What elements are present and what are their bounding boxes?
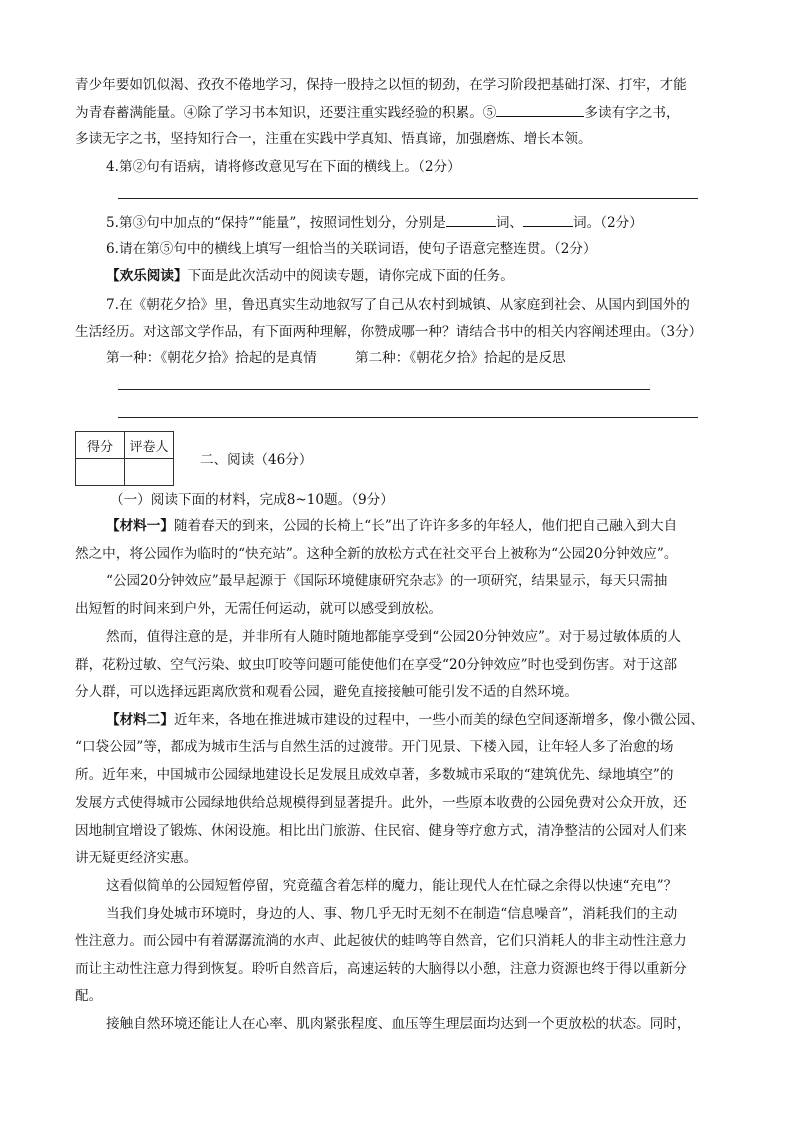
score-table [75,431,174,486]
material2-p3-line-1: 当我们身处城市环境时，身边的人、事、物几乎无时无刻不在制造“信息噪音”，消耗我们的主动 [106,906,678,922]
material1-line-2: 然之中，将公园作为临时的“快充站”。这种全新的放松方式在社交平台上被称为“公园20分钟效应”。 [75,546,678,562]
q7-options [106,348,317,368]
joy-reading [106,266,514,286]
material2-line-4: 发展方式使得城市公园绿地供给总规模得到显著提升。此外，一些原本收费的公园免费对公众开放，还 [75,795,687,811]
q7-answer-line-1[interactable] [118,389,650,390]
grader-header: 评卷人 [125,432,174,459]
joy-reading-label: 【欢乐阅读】 [106,268,188,284]
material2-p3-line-2: 性注意力。而公园中有着潺潺流淌的水声、此起彼伏的蛙鸣等自然音，它们只消耗人的非主动性注意力 [75,933,687,949]
material2-p3-line-3: 而让主动性注意力得到恢复。聆听自然音后，高速运转的大脑得以小憩，注意力资源也终于得以重新分 [75,961,687,977]
intro-line-2 [75,102,680,123]
subsection-heading: （一）阅读下面的材料，完成8~10题。（9分） [110,492,394,508]
intro-line-2-post: 多读有字之书， [584,105,680,121]
material2-line-6: 讲无疑更经济实惠。 [75,850,198,866]
q7-line-2: 生活经历。对这部文学作品，有下面两种理解，你赞成哪一种？请结合书中的相关内容阐述理由。（3分） [75,324,703,340]
material1-text: 随着春天的到来，公园的长椅上“长”出了许许多多的年轻人，他们把自己融入到大自 [173,518,678,534]
material2-text: 近年来，各地在推进城市建设的过程中，一些小而美的绿色空间逐渐增多，像小微公园、 [173,712,705,728]
question-5 [106,212,643,233]
material1-p3-line-2: 群，花粉过敏、空气污染、蚊虫叮咬等问题可能使他们在享受“20分钟效应”时也受到伤害。对于这部 [75,657,678,673]
material2-line-2: “口袋公园”等，都成为城市生活与自然生活的过渡带。开门见景、下楼入园，让年轻人多了治愈的场 [75,739,674,755]
q5-mid: 词、 [495,215,524,231]
connective-blank[interactable] [496,102,584,117]
material1-p2-line-1: “公园20分钟效应”最早起源于《国际环境健康研究杂志》的一项研究，结果显示，每天只需抽 [106,573,668,589]
q5-pre: 5.第③句中加点的“保持”“能量”，按照词性划分，分别是 [106,215,446,231]
q5-blank-2[interactable] [523,212,573,227]
material1-line-1 [106,516,677,536]
q7-answer-line-2[interactable] [118,417,698,418]
material2-line-3: 所。近年来，中国城市公园绿地建设长足发展且成效卓著，多数城市采取的“建筑优先、绿地填空”的 [75,767,674,783]
material2-line-5: 因地制宜增设了锻炼、休闲设施。相比出门旅游、住民宿、健身等疗愈方式，清净整洁的公园对人们来 [75,823,687,839]
q7-option-1: 第一种：《朝花夕拾》拾起的是真情 [106,350,317,366]
material2-p2: 这看似简单的公园短暂停留，究竟蕴含着怎样的魔力，能让现代人在忙碌之余得以快速“充电”？ [106,878,678,894]
material1-p3-line-1: 然而，值得注意的是，并非所有人随时随地都能享受到“公园20分钟效应”。对于易过敏体质的人 [106,629,681,645]
intro-line-3: 多读无字之书，坚持知行合一，注重在实践中学真知、悟真谛，加强磨炼、增长本领。 [75,131,592,147]
intro-line-2-pre: 为青春蓄满能量。④除了学习书本知识，还要注重实践经验的积累。⑤ [75,105,497,121]
material2-label: 【材料二】 [106,712,174,728]
material1-label: 【材料一】 [106,518,174,534]
material1-p3-line-3: 分人群，可以选择远距离欣赏和观看公园，避免直接接触可能引发不适的自然环境。 [75,684,578,700]
grader-cell[interactable] [125,459,174,486]
section-title: 二、阅读（46分） [200,452,313,468]
q7-option-2: 第二种：《朝花夕拾》拾起的是反思 [355,350,566,366]
question-6: 6.请在第⑤句中的横线上填写一组恰当的关联词语，使句子语意完整连贯。（2分） [106,241,597,257]
material2-line-1 [106,710,704,730]
question-4: 4.第②句有语病，请将修改意见写在下面的横线上。（2分） [106,159,461,175]
material2-p4: 接触自然环境还能让人在心率、肌肉紧张程度、血压等生理层面均达到一个更放松的状态。同时， [106,1016,691,1032]
q4-answer-line[interactable] [118,198,698,199]
score-header: 得分 [76,432,125,459]
material1-p2-line-2: 出短暂的时间来到户外，无需任何运动，就可以感受到放松。 [75,601,443,617]
q5-post: 词。（2分） [573,215,643,231]
score-cell[interactable] [76,459,125,486]
intro-line-1: 青少年要如饥似渴、孜孜不倦地学习，保持一股持之以恒的韧劲，在学习阶段把基础打深、打牢，才能 [75,77,687,93]
material2-p3-line-4: 配。 [75,988,103,1004]
q7-line-1: 7.在《朝花夕拾》里，鲁迅真实生动地叙写了自己从农村到城镇、从家庭到社会、从国内到国外的 [106,297,690,313]
joy-reading-text: 下面是此次活动中的阅读专题，请你完成下面的任务。 [187,268,514,284]
q5-blank-1[interactable] [446,212,496,227]
